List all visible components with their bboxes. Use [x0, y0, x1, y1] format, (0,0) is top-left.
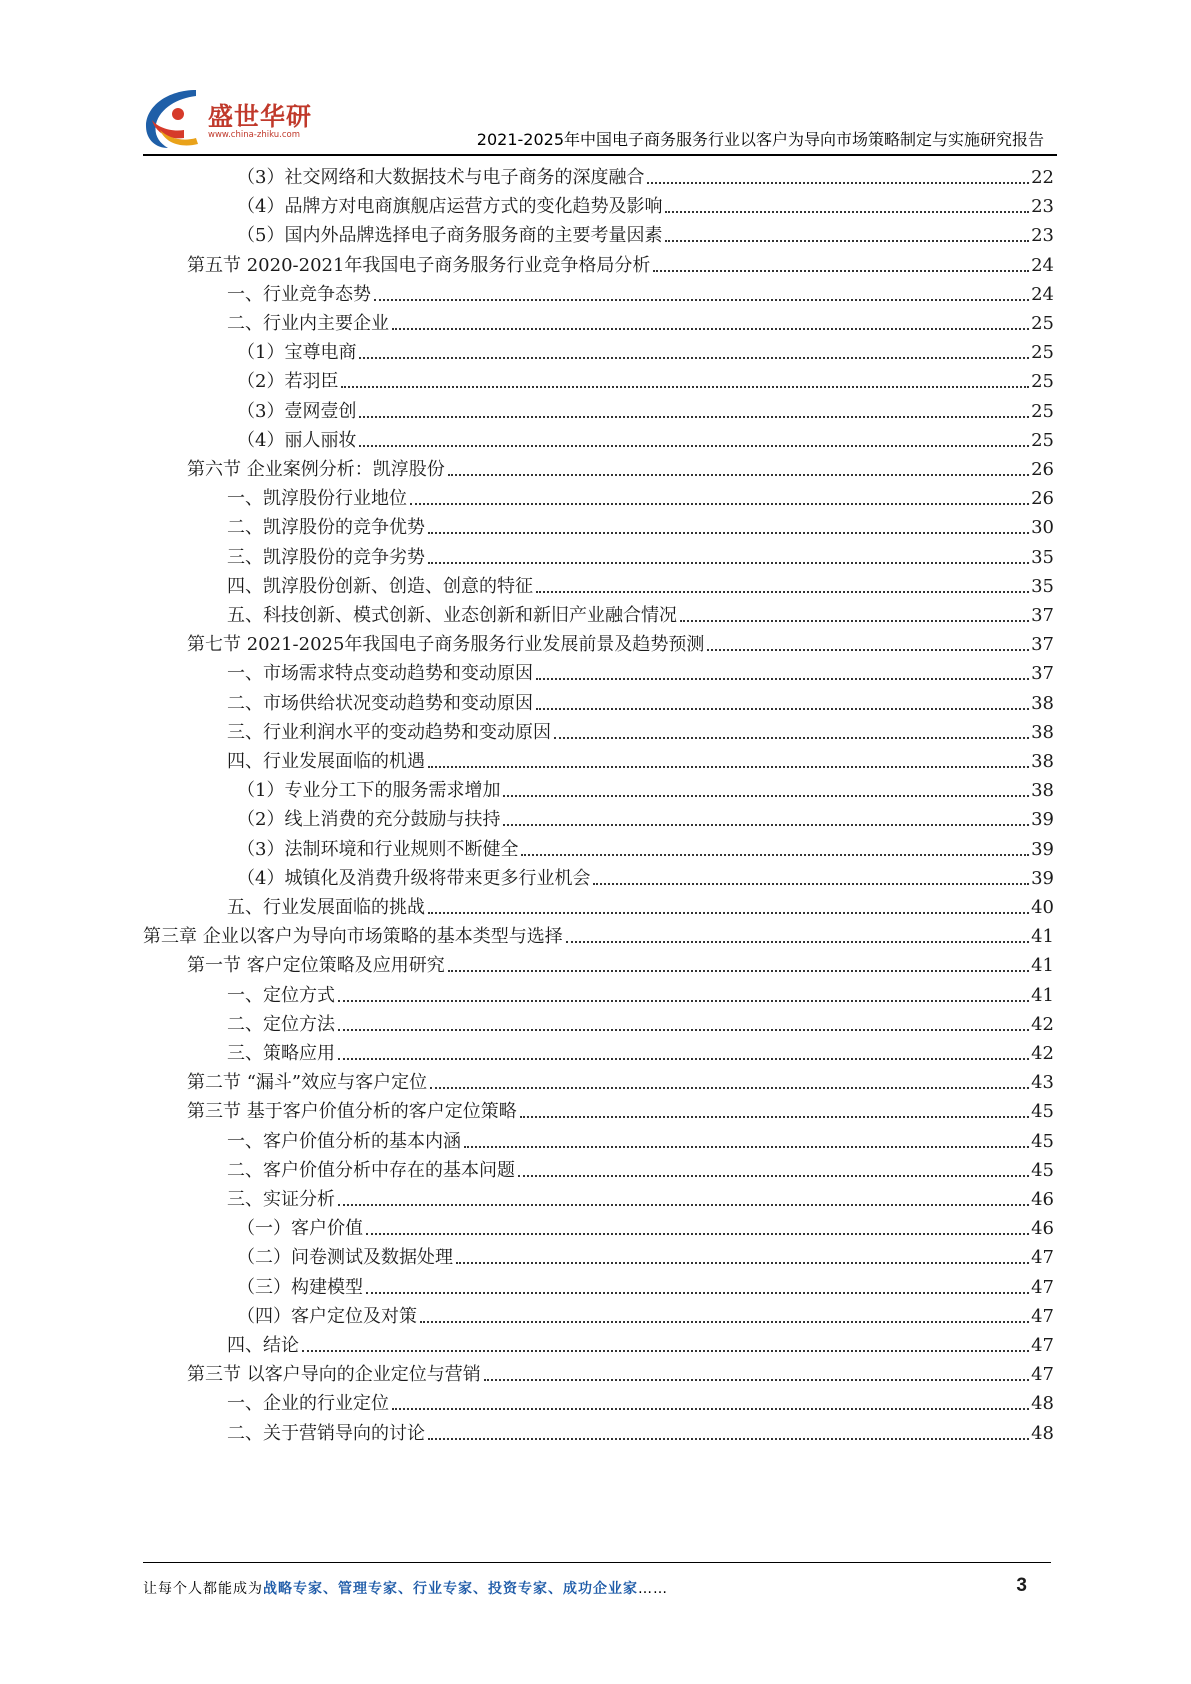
footer-slogan: [143, 1578, 668, 1598]
toc-entry[interactable]: [237, 217, 1054, 247]
toc-entry-page: 47: [1031, 1305, 1054, 1327]
toc-entry[interactable]: [237, 860, 1054, 890]
toc-leader-dots: [392, 1408, 1029, 1410]
toc-entry[interactable]: [187, 1093, 1054, 1123]
toc-entry-page: 39: [1031, 867, 1054, 889]
toc-leader-dots: [647, 182, 1029, 184]
toc-leader-dots: [338, 1204, 1029, 1206]
toc-entry-label: （四）客户定位及对策: [237, 1305, 417, 1327]
toc-leader-dots: [680, 620, 1029, 622]
footer-divider: [143, 1562, 1051, 1563]
toc-entry-label: 二、行业内主要企业: [227, 313, 389, 334]
toc-entry-page: 23: [1031, 225, 1054, 247]
toc-entry-label: 三、凯淳股份的竞争劣势: [227, 546, 425, 568]
toc-entry-label: （三）构建模型: [237, 1276, 363, 1298]
toc-leader-dots: [374, 299, 1029, 301]
toc-entry[interactable]: [227, 1415, 1054, 1445]
toc-entry-label: 二、市场供给状况变动趋势和变动原因: [227, 692, 533, 714]
toc-entry-page: 38: [1031, 780, 1054, 802]
toc-entry-page: 45: [1031, 1101, 1054, 1123]
toc-entry-label: 四、凯淳股份创新、创造、创意的特征: [227, 575, 533, 597]
toc-leader-dots: [448, 970, 1029, 972]
toc-entry[interactable]: [227, 305, 1054, 335]
toc-entry[interactable]: [237, 334, 1054, 364]
toc-entry-label: 第三章 企业以客户为导向市场策略的基本类型与选择: [143, 926, 563, 948]
toc-entry-label: （5）国内外品牌选择电子商务服务商的主要考量因素: [237, 225, 663, 247]
toc-entry-label: 第三节 基于客户价值分析的客户定位策略: [187, 1101, 517, 1123]
toc-entry-page: 40: [1031, 897, 1054, 918]
toc-entry[interactable]: [227, 714, 1054, 744]
toc-leader-dots: [593, 883, 1029, 885]
toc-leader-dots: [518, 1175, 1029, 1177]
toc-leader-dots: [484, 1379, 1029, 1381]
toc-entry-page: 37: [1031, 663, 1054, 685]
toc-leader-dots: [341, 386, 1029, 388]
toc-entry-label: （2）若羽臣: [237, 371, 339, 393]
toc-leader-dots: [338, 1000, 1029, 1002]
page-header: [0, 0, 1191, 160]
toc-leader-dots: [536, 708, 1029, 710]
toc-leader-dots: [359, 357, 1029, 359]
page-number: 3: [1016, 1575, 1027, 1596]
toc-leader-dots: [536, 591, 1029, 593]
toc-leader-dots: [653, 270, 1029, 272]
toc-entry[interactable]: [227, 1035, 1054, 1065]
toc-entry-page: 25: [1031, 342, 1054, 364]
toc-entry-label: 一、定位方式: [227, 984, 335, 1006]
footer-suffix: ……: [638, 1581, 668, 1597]
toc-leader-dots: [392, 328, 1029, 330]
toc-entry-label: 五、科技创新、模式创新、业态创新和新旧产业融合情况: [227, 605, 677, 626]
toc-entry-page: 30: [1031, 517, 1054, 539]
toc-entry-page: 22: [1031, 167, 1054, 188]
toc-entry-page: 42: [1031, 1043, 1054, 1064]
toc-entry-label: 一、企业的行业定位: [227, 1393, 389, 1415]
toc-entry-label: （4）城镇化及消费升级将带来更多行业机会: [237, 867, 591, 889]
toc-entry-label: 二、凯淳股份的竞争优势: [227, 517, 425, 539]
toc-entry-page: 46: [1031, 1189, 1054, 1210]
toc-entry-label: 第七节 2021-2025年我国电子商务服务行业发展前景及趋势预测: [187, 634, 705, 656]
toc-entry-page: 25: [1031, 400, 1054, 422]
toc-leader-dots: [464, 1146, 1029, 1148]
toc-entry-label: 第五节 2020-2021年我国电子商务服务行业竞争格局分析: [187, 254, 651, 276]
toc-entry[interactable]: [187, 626, 1054, 656]
toc-entry[interactable]: [237, 831, 1054, 861]
toc-entry[interactable]: [227, 480, 1054, 510]
toc-leader-dots: [566, 941, 1029, 943]
toc-leader-dots: [428, 766, 1029, 768]
toc-entry[interactable]: [237, 1239, 1054, 1269]
toc-entry-label: 二、客户价值分析中存在的基本问题: [227, 1159, 515, 1181]
toc-entry-page: 38: [1031, 692, 1054, 714]
toc-entry-page: 25: [1031, 371, 1054, 393]
toc-leader-dots: [665, 211, 1029, 213]
toc-entry-page: 26: [1031, 459, 1054, 480]
toc-entry-label: 第六节 企业案例分析：凯淳股份: [187, 459, 445, 480]
toc-entry-page: 46: [1031, 1218, 1054, 1240]
toc-entry-page: 48: [1031, 1393, 1054, 1415]
toc-entry-page: 41: [1031, 926, 1054, 948]
toc-leader-dots: [428, 912, 1029, 914]
toc-entry-page: 39: [1031, 838, 1054, 860]
toc-leader-dots: [521, 854, 1029, 856]
toc-entry[interactable]: [227, 597, 1054, 627]
toc-entry[interactable]: [237, 422, 1054, 452]
toc-entry-page: 47: [1031, 1364, 1054, 1386]
toc-entry-page: 24: [1031, 283, 1054, 305]
toc-entry-page: 39: [1031, 809, 1054, 831]
toc-entry-label: 三、策略应用: [227, 1043, 335, 1064]
toc-entry-page: 47: [1031, 1247, 1054, 1269]
footer-prefix: 让每个人都能成为: [143, 1581, 263, 1597]
toc-entry-label: 五、行业发展面临的挑战: [227, 897, 425, 918]
toc-leader-dots: [665, 240, 1029, 242]
toc-entry-label: 第二节 “漏斗”效应与客户定位: [187, 1072, 428, 1094]
toc-leader-dots: [520, 1116, 1029, 1118]
toc-entry[interactable]: [227, 1181, 1054, 1211]
toc-entry-page: 41: [1031, 955, 1054, 977]
toc-entry[interactable]: [237, 188, 1054, 218]
toc-entry-page: 45: [1031, 1130, 1054, 1152]
toc-entry[interactable]: [237, 772, 1054, 802]
toc-leader-dots: [338, 1029, 1029, 1031]
toc-entry-label: 一、凯淳股份行业地位: [227, 488, 407, 510]
toc-leader-dots: [359, 445, 1029, 447]
toc-entry-label: 三、实证分析: [227, 1189, 335, 1210]
toc-leader-dots: [366, 1233, 1029, 1235]
toc-entry[interactable]: [187, 451, 1054, 481]
toc-entry-label: 第三节 以客户导向的企业定位与营销: [187, 1364, 481, 1386]
toc-entry-label: （3）壹网壹创: [237, 400, 357, 422]
toc-leader-dots: [430, 1087, 1029, 1089]
toc-entry[interactable]: [227, 1152, 1054, 1182]
toc-entry-page: 37: [1031, 605, 1054, 626]
toc-entry[interactable]: [227, 1385, 1054, 1415]
toc-entry[interactable]: [187, 1356, 1054, 1386]
toc-entry[interactable]: [237, 393, 1054, 423]
toc-entry[interactable]: [227, 977, 1054, 1007]
toc-entry-page: 47: [1031, 1335, 1054, 1356]
toc-entry[interactable]: [187, 1064, 1054, 1094]
toc-entry[interactable]: [237, 159, 1054, 189]
toc-entry[interactable]: [237, 1298, 1054, 1328]
header-divider: [143, 154, 1057, 156]
toc-entry-label: 一、客户价值分析的基本内涵: [227, 1130, 461, 1152]
toc-leader-dots: [428, 562, 1029, 564]
toc-entry[interactable]: [227, 1006, 1054, 1036]
toc-entry-page: 38: [1031, 721, 1054, 743]
toc-entry-label: （1）宝尊电商: [237, 342, 357, 364]
toc-entry-label: （二）问卷测试及数据处理: [237, 1247, 453, 1269]
toc-entry[interactable]: [227, 509, 1054, 539]
toc-entry-page: 37: [1031, 634, 1054, 656]
toc-leader-dots: [456, 1262, 1029, 1264]
toc-leader-dots: [503, 824, 1029, 826]
footer-highlight: 战略专家、管理专家、行业专家、投资专家、成功企业家: [263, 1581, 638, 1597]
toc-leader-dots: [707, 649, 1029, 651]
toc-entry-label: 四、行业发展面临的机遇: [227, 751, 425, 772]
toc-entry-page: 47: [1031, 1276, 1054, 1298]
toc-entry-label: （4）品牌方对电商旗舰店运营方式的变化趋势及影响: [237, 196, 663, 218]
toc-entry[interactable]: [237, 801, 1054, 831]
toc-entry[interactable]: [237, 1210, 1054, 1240]
toc-entry[interactable]: [227, 1123, 1054, 1153]
toc-entry-page: 35: [1031, 546, 1054, 568]
toc-entry-page: 38: [1031, 751, 1054, 772]
toc-entry[interactable]: [227, 743, 1054, 773]
toc-leader-dots: [366, 1292, 1029, 1294]
toc-leader-dots: [338, 1058, 1029, 1060]
toc-leader-dots: [448, 474, 1029, 476]
toc-leader-dots: [359, 416, 1029, 418]
toc-entry[interactable]: [227, 655, 1054, 685]
toc-entry-page: 26: [1031, 488, 1054, 510]
toc-entry-page: 41: [1031, 984, 1054, 1006]
toc-entry-page: 24: [1031, 254, 1054, 276]
toc-entry-label: 四、结论: [227, 1335, 299, 1356]
toc-entry-label: 二、关于营销导向的讨论: [227, 1422, 425, 1444]
toc-entry[interactable]: [187, 947, 1054, 977]
toc-entry-page: 23: [1031, 196, 1054, 218]
toc-leader-dots: [554, 737, 1029, 739]
toc-entry-label: 二、定位方法: [227, 1013, 335, 1035]
toc-entry[interactable]: [227, 276, 1054, 306]
toc-entry-page: 35: [1031, 575, 1054, 597]
toc-entry-page: 42: [1031, 1013, 1054, 1035]
toc-entry-page: 43: [1031, 1072, 1054, 1094]
toc-entry[interactable]: [143, 918, 1054, 948]
toc-entry-label: （2）线上消费的充分鼓励与扶持: [237, 809, 501, 831]
toc-entry-page: 48: [1031, 1422, 1054, 1444]
toc-entry[interactable]: [227, 1327, 1054, 1357]
toc-entry-page: 25: [1031, 313, 1054, 334]
toc-entry-label: （1）专业分工下的服务需求增加: [237, 780, 501, 802]
toc-leader-dots: [536, 678, 1029, 680]
toc-leader-dots: [420, 1321, 1029, 1323]
toc-entry-label: 一、市场需求特点变动趋势和变动原因: [227, 663, 533, 685]
toc-entry-label: （3）法制环境和行业规则不断健全: [237, 838, 519, 860]
toc-leader-dots: [428, 532, 1029, 534]
toc-entry[interactable]: [237, 363, 1054, 393]
toc-entry-label: （一）客户价值: [237, 1218, 363, 1240]
toc-leader-dots: [428, 1438, 1029, 1440]
logo-text: 盛世华研: [208, 102, 313, 131]
toc-entry-label: 三、行业利润水平的变动趋势和变动原因: [227, 721, 551, 743]
toc-entry-label: 一、行业竞争态势: [227, 283, 371, 305]
toc-leader-dots: [410, 503, 1029, 505]
toc-leader-dots: [503, 795, 1029, 797]
report-title: 2021-2025年中国电子商务服务行业以客户为导向市场策略制定与实施研究报告: [476, 130, 1044, 149]
toc-entry[interactable]: [227, 568, 1054, 598]
toc-entry-page: 45: [1031, 1159, 1054, 1181]
toc-entry[interactable]: [227, 889, 1054, 919]
toc-entry-label: （3）社交网络和大数据技术与电子商务的深度融合: [237, 167, 645, 188]
toc-entry[interactable]: [237, 1269, 1054, 1299]
toc-entry[interactable]: [187, 247, 1054, 277]
toc-entry[interactable]: [227, 539, 1054, 569]
toc-entry-label: 第一节 客户定位策略及应用研究: [187, 955, 445, 977]
toc-entry-page: 25: [1031, 429, 1054, 451]
logo-url: www.china-zhiku.com: [208, 130, 300, 140]
toc-leader-dots: [302, 1350, 1029, 1352]
toc-entry[interactable]: [227, 685, 1054, 715]
toc-entry-label: （4）丽人丽妆: [237, 429, 357, 451]
